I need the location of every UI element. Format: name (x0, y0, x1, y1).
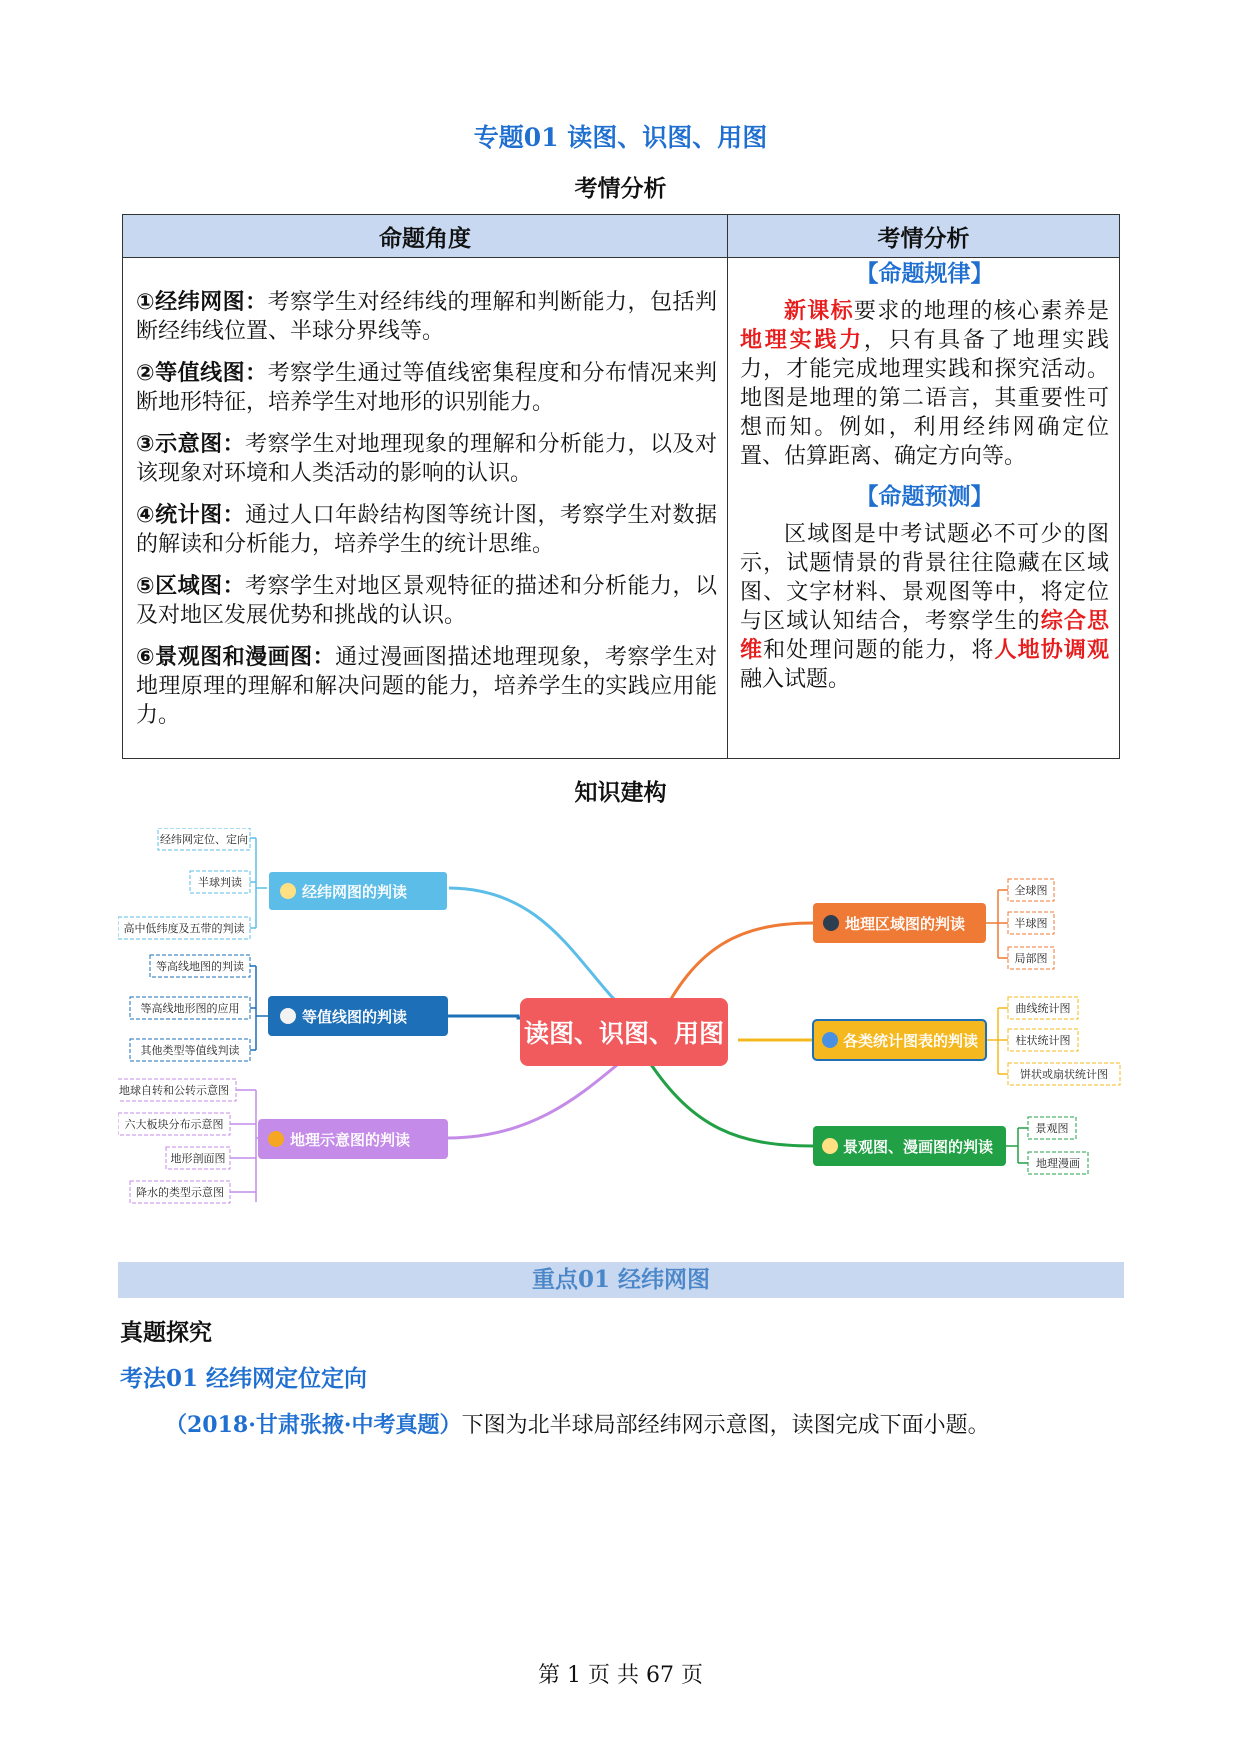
mindmap-center-label: 读图、识图、用图 (523, 1019, 725, 1048)
svg-text:各类统计图表的判读: 各类统计图表的判读 (843, 1032, 979, 1050)
earth-icon (823, 915, 839, 931)
angle-item: ①经纬网图：考察学生对经纬线的理解和判断能力，包括判断经纬线位置、半球分界线等。 (136, 290, 717, 344)
globe-icon (280, 883, 296, 899)
mindmap-branch-schematic (258, 1119, 448, 1159)
table-header-analysis: 考情分析 (728, 215, 1120, 258)
svg-text:景观图、漫画图的判读: 景观图、漫画图的判读 (843, 1138, 994, 1156)
mindmap-connector (448, 888, 628, 1013)
mindmap-branch-statistics (813, 1020, 986, 1060)
predict-title: 【命题预测】 (855, 484, 994, 510)
mindmap-connector (648, 1060, 813, 1146)
angle-item: ③示意图：考察学生对地理现象的理解和分析能力，以及对该现象对环境和人类活动的影响的认识。 (136, 432, 717, 486)
mindmap-leaf-label: 柱状统计图 (1015, 1034, 1071, 1047)
mindmap-leaf-label: 半球图 (1014, 917, 1048, 930)
mindmap-branch-latlon (268, 871, 448, 911)
mindmap-bracket (250, 966, 268, 1050)
mindmap-bracket (250, 838, 268, 928)
mindmap-branch-region (813, 903, 986, 943)
mindmap-connector (448, 1016, 520, 1018)
angle-item: ⑤区域图：考察学生对地区景观特征的描述和分析能力，以及对地区发展优势和挑战的认识。 (136, 574, 717, 628)
mindmap-leaf-label: 等高线地图的判读 (156, 960, 244, 973)
mindmap-leaf-label: 地理漫画 (1036, 1157, 1080, 1170)
mindmap-leaf-label: 全球图 (1014, 884, 1048, 897)
question-source: （2018·甘肃张掖·中考真题） (165, 1412, 462, 1438)
mindmap-leaf-label: 等高线地形图的应用 (140, 1002, 240, 1015)
analysis-cell (728, 258, 1120, 759)
svg-text:等值线图的判读: 等值线图的判读 (302, 1008, 408, 1026)
cube-icon (268, 1131, 284, 1147)
svg-text:地理区域图的判读: 地理区域图的判读 (845, 915, 966, 933)
mindmap-bracket (1006, 1128, 1028, 1163)
mindmap-bracket (986, 1008, 1008, 1074)
key-point-banner: 重点01 经纬网图 (118, 1262, 1124, 1298)
contour-icon (280, 1008, 296, 1024)
magnifier-icon (822, 1138, 838, 1154)
question-text: 下图为北半球局部经纬网示意图，读图完成下面小题。 (461, 1413, 990, 1438)
mindmap-leaf-label: 其他类型等值线判读 (140, 1044, 240, 1057)
angle-item: ⑥景观图和漫画图：通过漫画图描述地理现象，考察学生对地理原理的理解和解决问题的能力，培养学生的实践应用能力。 (136, 645, 717, 728)
mindmap-leaf-label: 高中低纬度及五带的判读 (123, 922, 245, 935)
mindmap-leaf-label: 半球判读 (198, 876, 242, 889)
heading-method: 考法01 经纬网定位定向 (120, 1365, 368, 1392)
mindmap-connector (448, 1056, 628, 1138)
angle-item: ②等值线图：考察学生通过等值线密集程度和分布情况来判断地形特征，培养学生对地形的识别能力。 (136, 361, 717, 415)
mindmap-leaf-label: 地球自转和公转示意图 (119, 1084, 229, 1097)
section-heading-analysis: 考情分析 (574, 175, 667, 202)
table-header-angle: 命题角度 (123, 215, 728, 258)
question-intro (165, 1408, 990, 1439)
mindmap-branch-contour (268, 996, 448, 1036)
svg-text:地理示意图的判读: 地理示意图的判读 (290, 1131, 411, 1149)
mind-map (118, 828, 1128, 1248)
mindmap-leaf-label: 曲线统计图 (1015, 1002, 1071, 1015)
mindmap-leaf-label: 经纬网定位、定向 (160, 833, 248, 846)
mindmap-leaf-label: 景观图 (1035, 1122, 1069, 1135)
page-title: 专题01 读图、识图、用图 (473, 123, 768, 152)
mindmap-leaf-label: 局部图 (1014, 952, 1048, 965)
angle-item: ④统计图：通过人口年龄结构图等统计图，考察学生对数据的解读和分析能力，培养学生的统计思维。 (136, 503, 717, 557)
analysis-table (122, 214, 1120, 759)
mindmap-bracket (986, 890, 1008, 958)
mindmap-leaf-label: 六大板块分布示意图 (124, 1118, 224, 1131)
mindmap-leaf-label: 饼状或扇状统计图 (1020, 1068, 1108, 1081)
svg-text:经纬网图的判读: 经纬网图的判读 (302, 883, 408, 901)
mindmap-leaf-label: 地形剖面图 (170, 1152, 226, 1165)
rule-paragraph: 新课标要求的地理的核心素养是地理实践力，只有具备了地理实践力，才能完成地理实践和探究活动。地图是地理的第二语言，其重要性可想而知。例如，利用经纬网确定位置、估算距离、确定方向等。 (740, 299, 1109, 469)
heading-real-questions: 真题探究 (120, 1319, 212, 1346)
mindmap-leaf-label: 降水的类型示意图 (136, 1186, 224, 1199)
section-heading-knowledge: 知识建构 (574, 779, 667, 806)
chart-icon (822, 1032, 838, 1048)
page-footer: 第 1 页 共 67 页 (538, 1663, 703, 1688)
angles-cell (123, 258, 728, 759)
predict-paragraph: 区域图是中考试题必不可少的图示，试题情景的背景往往隐藏在区域图、文字材料、景观图等中，将定位与区域认知结合，考察学生的综合思维和处理问题的能力，将人地协调观融入试题。 (740, 522, 1109, 692)
mindmap-branch-landscape (813, 1126, 1006, 1166)
rule-title: 【命题规律】 (855, 261, 994, 287)
